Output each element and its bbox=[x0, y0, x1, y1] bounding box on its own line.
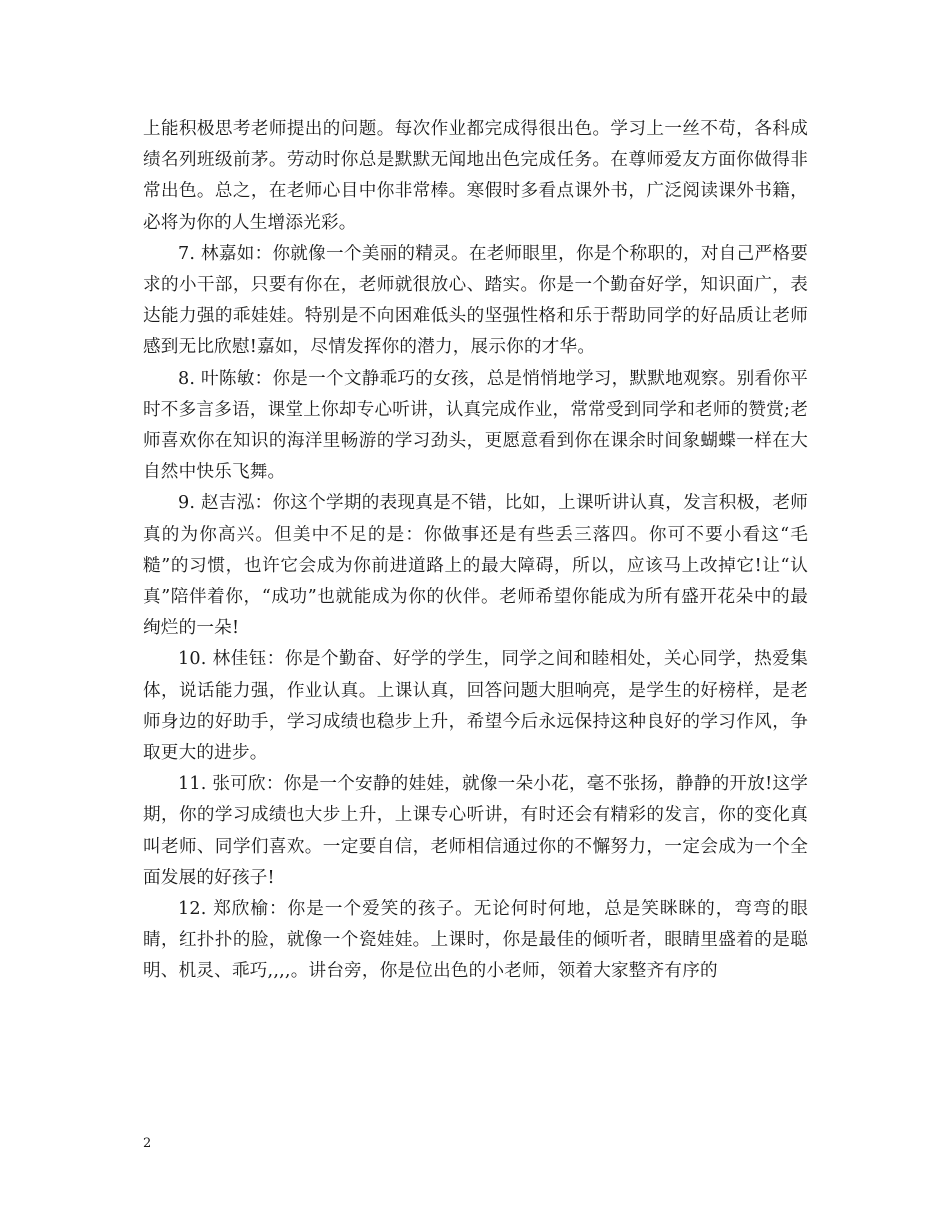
paragraph-item-11: 11. 张可欣：你是一个安静的娃娃，就像一朵小花，毫不张扬，静静的开放!这学期，你的学习成绩也大步上升，上课专心听讲，有时还会有精彩的发言，你的变化真叫老师、同学们喜欢。一定要自信，老师相信通过你的不懈努力，一定会成为一个全面发展的好孩子! bbox=[143, 774, 808, 888]
paragraph-item-9: 9. 赵吉泓：你这个学期的表现真是不错，比如，上课听讲认真，发言积极，老师真的为你高兴。但美中不足的是：你做事还是有些丢三落四。你可不要小看这“毛糙”的习惯，也许它会成为你前进道路上的最大障碍，所以，应该马上改掉它!让“认真”陪伴着你，“成功”也就能成为你的伙伴。老师希望你能成为所有盛开花朵中的最绚烂的一朵! bbox=[143, 493, 808, 639]
page-number: 2 bbox=[143, 1136, 152, 1151]
paragraph-continuation: 上能积极思考老师提出的问题。每次作业都完成得很出色。学习上一丝不苟，各科成绩名列班级前茅。劳动时你总是默默无闻地出色完成任务。在尊师爱友方面你做得非常出色。总之，在老师心目中你非常棒。寒假时多看点课外书，广泛阅读课外书籍，必将为你的人生增添光彩。 bbox=[143, 119, 808, 233]
document-body bbox=[143, 114, 808, 988]
paragraph-item-10: 10. 林佳钰：你是个勤奋、好学的学生，同学之间和睦相处，关心同学，热爱集体，说话能力强，作业认真。上课认真，回答问题大胆响亮，是学生的好榜样，是老师身边的好助手，学习成绩也稳步上升，希望今后永远保持这种良好的学习作风，争取更大的进步。 bbox=[143, 649, 808, 764]
paragraph-item-7: 7. 林嘉如：你就像一个美丽的精灵。在老师眼里，你是个称职的，对自己严格要求的小干部，只要有你在，老师就很放心、踏实。你是一个勤奋好学，知识面广，表达能力强的乖娃娃。特别是不向困难低头的坚强性格和乐于帮助同学的好品质让老师感到无比欣慰!嘉如，尽情发挥你的潜力，展示你的才华。 bbox=[143, 243, 808, 358]
paragraph-item-8: 8. 叶陈敏：你是一个文静乖巧的女孩，总是悄悄地学习，默默地观察。别看你平时不多言多语，课堂上你却专心听讲，认真完成作业，常常受到同学和老师的赞赏;老师喜欢你在知识的海洋里畅游的学习劲头，更愿意看到你在课余时间象蝴蝶一样在大自然中快乐飞舞。 bbox=[143, 368, 808, 483]
paragraph-item-12: 12. 郑欣榆：你是一个爱笑的孩子。无论何时何地，总是笑眯眯的，弯弯的眼睛，红扑扑的脸，就像一个瓷娃娃。上课时，你是最佳的倾听者，眼睛里盛着的是聪明、机灵、乖巧,,,,。讲台旁，你是位出色的小老师，领着大家整齐有序的 bbox=[143, 899, 808, 982]
